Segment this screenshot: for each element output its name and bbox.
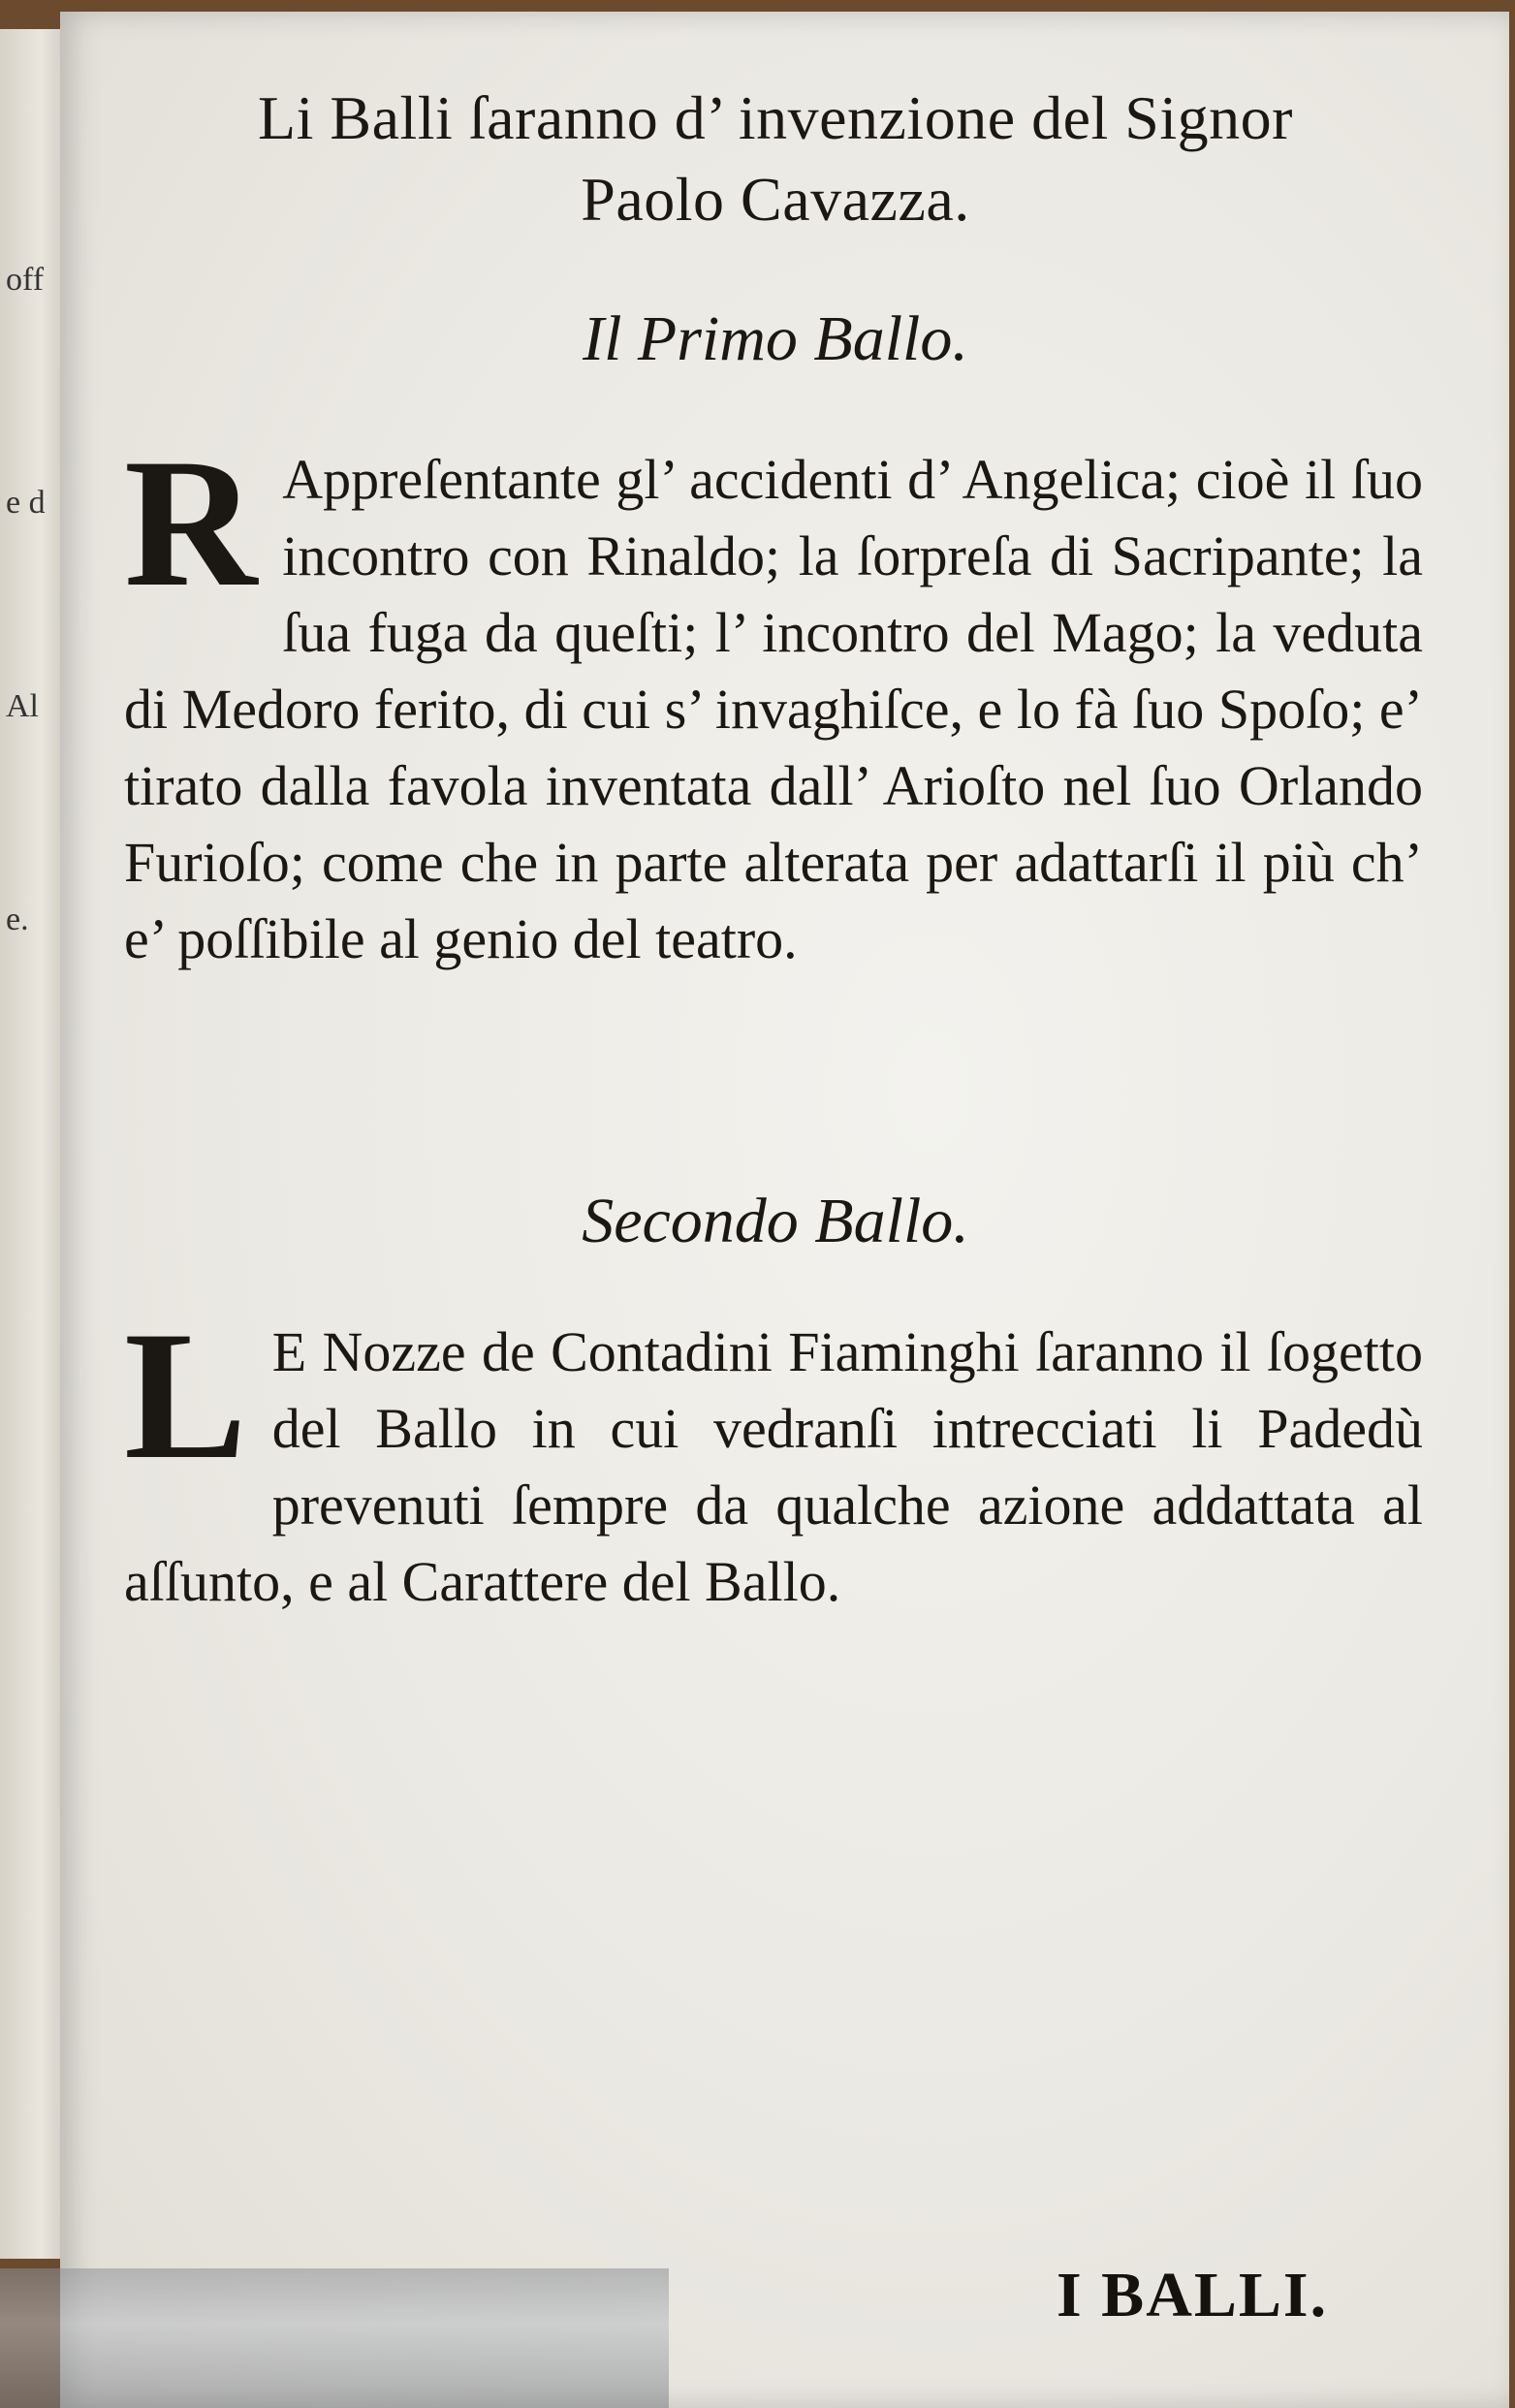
display-stand-edge [0, 2268, 669, 2408]
second-ballo-paragraph [124, 1294, 1423, 1620]
page-header [97, 78, 1454, 240]
first-ballo-paragraph [124, 422, 1423, 977]
first-ballo-text: Appreſentante gl’ accidenti d’ Angelica; cioè il ſuo incontro con Rinaldo; la ſorpreſa di Sacripante; la ſua fuga da queſti; l’ incontro del Mago; la veduta di Medoro ferito, di cui s’ invaghiſce, e lo fà ſuo Spoſo; e’ tirato dalla favola inventata dall’ Arioſto nel ſuo Orlando Furioſo; come che in parte alterata per adattarſi il più ch’ e’ poſſibile al genio del teatro. [124, 448, 1423, 970]
first-ballo-heading: Il Primo Ballo. [583, 303, 968, 374]
prev-page-fragment: e. [6, 902, 29, 937]
header-line-2: Paolo Cavazza. [581, 165, 970, 234]
second-ballo-text: E Nozze de Contadini Fiaminghi ſaranno il ſogetto del Ballo in cui vedranſi intrecciati li Padedù prevenuti ſempre da qualche azione addattata al aſſunto, e al Carattere del Ballo. [124, 1320, 1423, 1613]
second-ballo-heading: Secondo Ballo. [582, 1186, 969, 1256]
header-line-1: Li Balli ſaranno d’ invenzione del Signor [258, 83, 1293, 152]
drop-cap-r: R [124, 422, 258, 625]
drop-cap-l: L [124, 1294, 247, 1498]
prev-page-fragment: e d [6, 485, 46, 521]
prev-page-fragment: Al [6, 688, 39, 724]
catchword: I BALLI. [1057, 2260, 1329, 2330]
prev-page-fragment: off [6, 262, 45, 298]
